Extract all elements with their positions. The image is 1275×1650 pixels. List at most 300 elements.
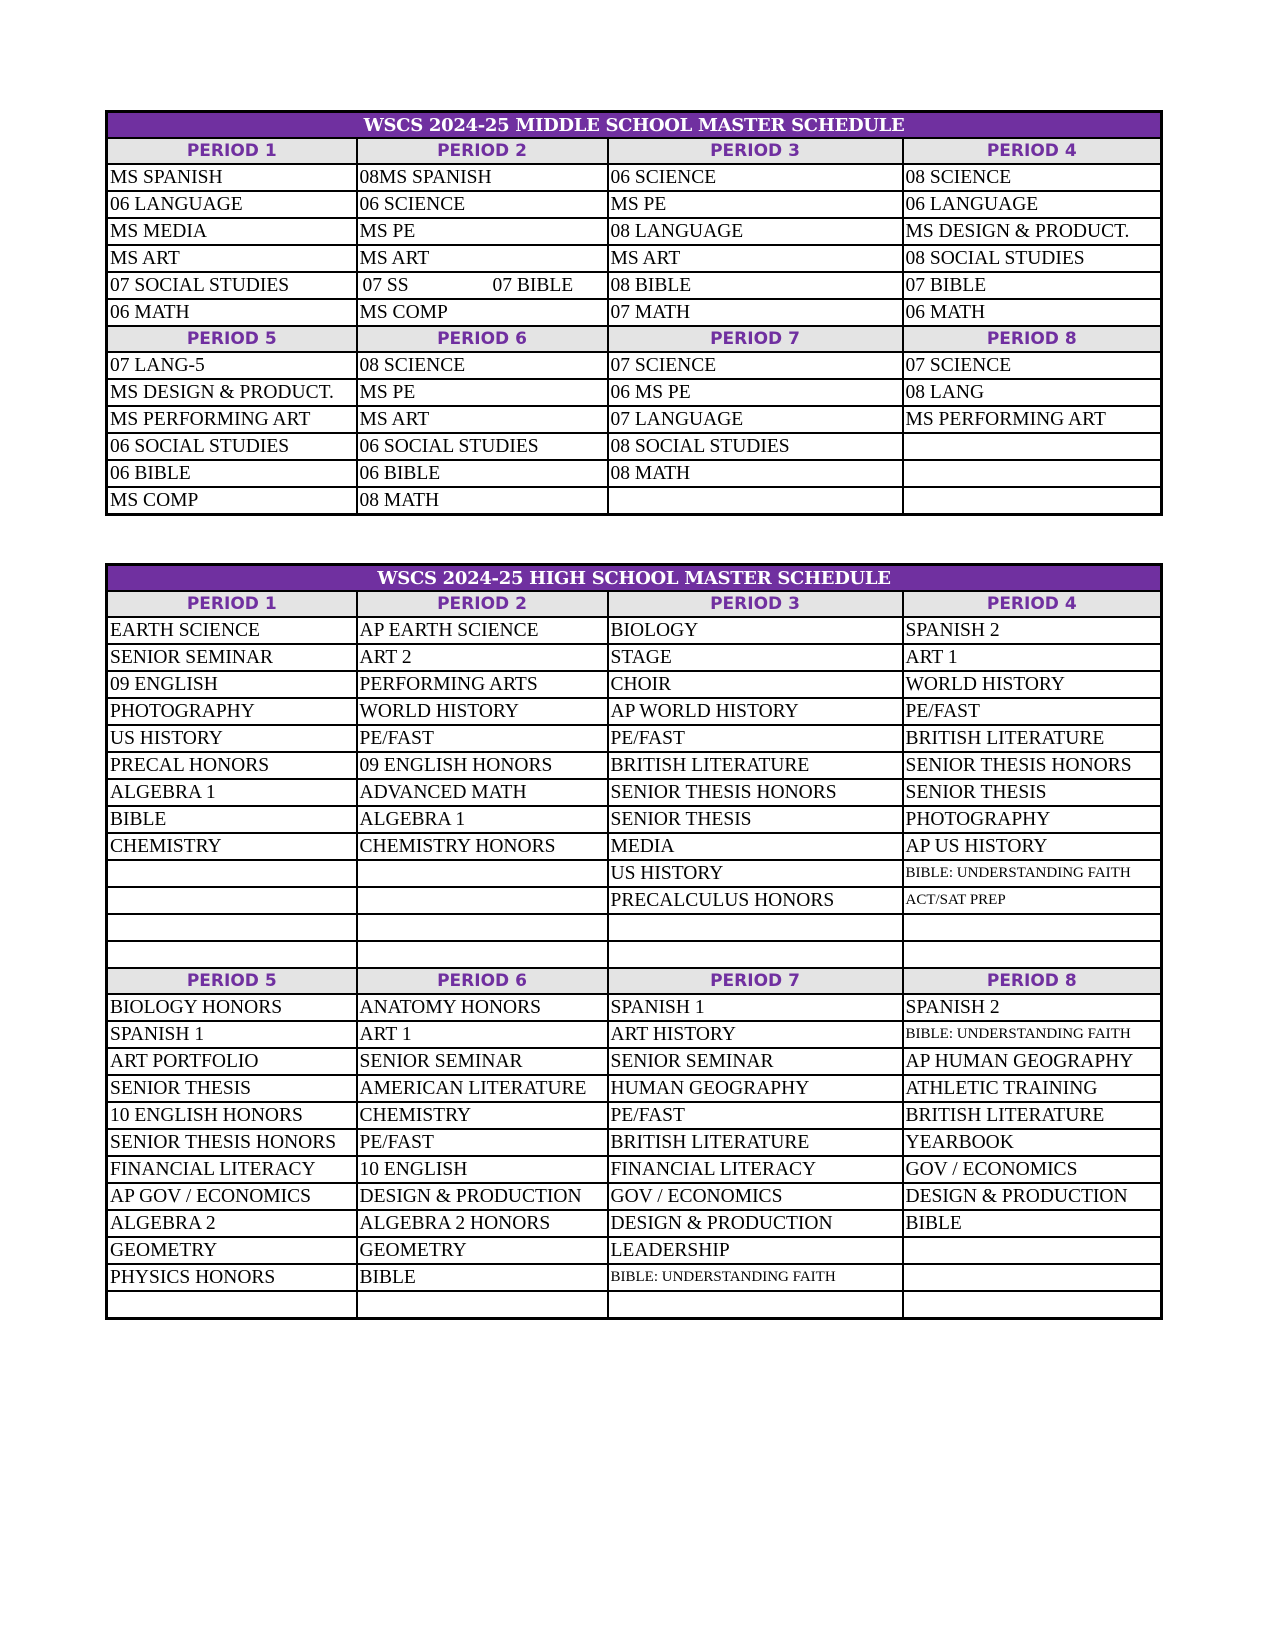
course-name: 07 LANGUAGE [610, 409, 744, 430]
course-cell [903, 1264, 1162, 1291]
course-cell [608, 887, 903, 914]
course-cell [357, 806, 608, 833]
course-cell [107, 914, 357, 941]
course-cell [903, 1048, 1162, 1075]
course-cell [903, 299, 1162, 326]
course-cell [357, 752, 608, 779]
course-name: 06 MATH [905, 302, 986, 323]
course-cell [107, 1264, 357, 1291]
course-name: SPANISH 2 [905, 620, 1000, 641]
course-name: 07 LANG-5 [110, 355, 205, 376]
period-header: PERIOD 6 [357, 326, 608, 352]
course-cell [107, 617, 357, 644]
course-cell [107, 406, 357, 433]
course-name: BIBLE: UNDERSTANDING FAITH [905, 1026, 1131, 1042]
table-row [107, 1183, 1162, 1210]
course-cell [357, 245, 608, 272]
course-cell [107, 725, 357, 752]
table-row [107, 299, 1162, 326]
table-row [107, 1129, 1162, 1156]
table-row [107, 487, 1162, 515]
course-name: ALGEBRA 2 [110, 1213, 216, 1234]
course-cell [608, 487, 903, 515]
course-cell [608, 272, 903, 299]
course-cell [357, 779, 608, 806]
course-cell [608, 806, 903, 833]
course-name: CHEMISTRY [359, 1105, 472, 1126]
course-cell [608, 752, 903, 779]
course-cell [357, 1129, 608, 1156]
course-cell [903, 487, 1162, 515]
table-row [107, 833, 1162, 860]
course-cell [608, 1291, 903, 1319]
course-name: ATHLETIC TRAINING [905, 1078, 1098, 1099]
course-cell [357, 1291, 608, 1319]
period-header: PERIOD 8 [903, 326, 1162, 352]
course-cell [107, 487, 357, 515]
course-name: ART PORTFOLIO [110, 1051, 259, 1072]
course-name: BIBLE [905, 1213, 962, 1234]
course-cell [608, 164, 903, 191]
course-name: GEOMETRY [359, 1240, 467, 1261]
course-name: PRECALCULUS HONORS [610, 890, 835, 911]
course-name: AP EARTH SCIENCE [359, 620, 539, 641]
course-cell [107, 941, 357, 968]
course-name: 10 ENGLISH [359, 1159, 468, 1180]
course-cell [357, 941, 608, 968]
course-cell [608, 1075, 903, 1102]
period-header: PERIOD 4 [903, 591, 1162, 617]
course-cell [107, 779, 357, 806]
table-row [107, 779, 1162, 806]
course-name: MEDIA [610, 836, 675, 857]
table-row [107, 191, 1162, 218]
course-cell [357, 299, 608, 326]
course-cell [903, 1129, 1162, 1156]
course-cell [107, 698, 357, 725]
course-cell [903, 994, 1162, 1021]
course-cell [107, 671, 357, 698]
course-cell [357, 725, 608, 752]
course-name: 06 SOCIAL STUDIES [110, 436, 290, 457]
course-cell [608, 860, 903, 887]
course-cell [608, 994, 903, 1021]
table-row [107, 1075, 1162, 1102]
course-cell [357, 433, 608, 460]
course-cell [903, 779, 1162, 806]
table-row [107, 994, 1162, 1021]
course-name: 07 SOCIAL STUDIES [110, 275, 290, 296]
course-cell [107, 299, 357, 326]
course-name: MS PE [359, 382, 416, 403]
course-name: MS ART [610, 248, 681, 269]
course-name: SENIOR SEMINAR [359, 1051, 523, 1072]
course-cell [107, 379, 357, 406]
course-cell [357, 1237, 608, 1264]
course-cell [903, 379, 1162, 406]
course-name: MS COMP [110, 490, 199, 511]
course-name: 07 SCIENCE [905, 355, 1012, 376]
course-name: FINANCIAL LITERACY [610, 1159, 817, 1180]
course-cell [608, 698, 903, 725]
course-cell [357, 1156, 608, 1183]
course-cell [608, 218, 903, 245]
course-name: PHOTOGRAPHY [110, 701, 255, 722]
course-cell [903, 698, 1162, 725]
course-name: BIBLE [110, 809, 167, 830]
course-name: PE/FAST [359, 728, 434, 749]
course-name: SENIOR SEMINAR [110, 647, 274, 668]
course-cell [608, 433, 903, 460]
course-name: 06 SCIENCE [610, 167, 717, 188]
middle-school-schedule-table [105, 110, 1163, 516]
course-cell [357, 698, 608, 725]
course-cell [107, 644, 357, 671]
course-cell [903, 671, 1162, 698]
course-cell [608, 1183, 903, 1210]
course-cell [903, 245, 1162, 272]
table-row [107, 725, 1162, 752]
course-name: CHEMISTRY HONORS [359, 836, 556, 857]
course-name: AP WORLD HISTORY [610, 701, 799, 722]
table-row [107, 1210, 1162, 1237]
course-cell [357, 1075, 608, 1102]
course-name: LEADERSHIP [610, 1240, 730, 1261]
course-name: BIBLE: UNDERSTANDING FAITH [905, 865, 1131, 881]
course-name: CHEMISTRY [110, 836, 222, 857]
table-row [107, 1102, 1162, 1129]
table-row [107, 1021, 1162, 1048]
course-name: 06 MS PE [610, 382, 691, 403]
period-header: PERIOD 6 [357, 968, 608, 994]
course-name: SENIOR THESIS [610, 809, 752, 830]
course-cell [903, 860, 1162, 887]
course-cell [357, 860, 608, 887]
table-row [107, 644, 1162, 671]
course-name: MS MEDIA [110, 221, 207, 242]
course-name: 07 MATH [610, 302, 691, 323]
course-name: BRITISH LITERATURE [610, 1132, 810, 1153]
course-name: CHOIR [610, 674, 672, 695]
course-name: PE/FAST [359, 1132, 434, 1153]
course-cell [107, 994, 357, 1021]
middle-school-title: WSCS 2024-25 MIDDLE SCHOOL MASTER SCHEDULE [107, 112, 1162, 139]
table-row [107, 1264, 1162, 1291]
course-cell [608, 299, 903, 326]
course-name: MS ART [110, 248, 180, 269]
period-header: PERIOD 1 [107, 138, 357, 164]
course-cell [608, 1156, 903, 1183]
period-header-row [107, 591, 1162, 617]
course-cell [903, 941, 1162, 968]
course-name: WORLD HISTORY [359, 701, 519, 722]
course-cell [608, 191, 903, 218]
course-cell [608, 1237, 903, 1264]
course-name: 08MS SPANISH [359, 167, 492, 188]
course-cell [107, 245, 357, 272]
course-name: ACT/SAT PREP [905, 892, 1006, 908]
course-name: BRITISH LITERATURE [905, 728, 1105, 749]
table-row [107, 164, 1162, 191]
course-name: ADVANCED MATH [359, 782, 527, 803]
course-name: MS PERFORMING ART [905, 409, 1106, 430]
course-name: YEARBOOK [905, 1132, 1014, 1153]
course-cell [357, 644, 608, 671]
course-name: FINANCIAL LITERACY [110, 1159, 316, 1180]
course-cell [608, 245, 903, 272]
course-cell [357, 617, 608, 644]
course-cell [107, 352, 357, 379]
course-name: HUMAN GEOGRAPHY [610, 1078, 810, 1099]
course-cell [903, 272, 1162, 299]
course-name: 08 MATH [610, 463, 691, 484]
course-cell [608, 1021, 903, 1048]
course-name: PHOTOGRAPHY [905, 809, 1051, 830]
course-cell [903, 617, 1162, 644]
period-header-row [107, 326, 1162, 352]
course-cell [357, 914, 608, 941]
table-row [107, 1048, 1162, 1075]
course-name: SPANISH 2 [905, 997, 1000, 1018]
table-row [107, 460, 1162, 487]
course-name: ART HISTORY [610, 1024, 736, 1045]
course-name: 06 MATH [110, 302, 190, 323]
course-cell [107, 1156, 357, 1183]
course-name: 09 ENGLISH [110, 674, 218, 695]
course-cell [608, 1102, 903, 1129]
course-cell [357, 671, 608, 698]
course-name: GOV / ECONOMICS [905, 1159, 1078, 1180]
table-row [107, 887, 1162, 914]
table-row [107, 379, 1162, 406]
course-cell [903, 1102, 1162, 1129]
table-row [107, 617, 1162, 644]
table-row [107, 806, 1162, 833]
course-name: MS DESIGN & PRODUCT. [905, 221, 1130, 242]
course-cell [107, 860, 357, 887]
course-name: DESIGN & PRODUCTION [359, 1186, 582, 1207]
table-row [107, 698, 1162, 725]
course-cell [608, 644, 903, 671]
course-cell [608, 914, 903, 941]
course-name: 06 BIBLE [110, 463, 191, 484]
course-name: 06 LANGUAGE [110, 194, 243, 215]
course-name: 06 LANGUAGE [905, 194, 1039, 215]
course-name: BRITISH LITERATURE [905, 1105, 1105, 1126]
course-cell [357, 1210, 608, 1237]
course-cell [357, 460, 608, 487]
course-cell [903, 1210, 1162, 1237]
course-cell [608, 941, 903, 968]
course-cell [608, 406, 903, 433]
course-name: MS SPANISH [110, 167, 223, 188]
period-header-row [107, 968, 1162, 994]
table-row [107, 752, 1162, 779]
course-cell [357, 833, 608, 860]
course-name: SENIOR THESIS [110, 1078, 252, 1099]
course-cell [357, 994, 608, 1021]
course-name: PERFORMING ARTS [359, 674, 538, 695]
high-school-schedule-table [105, 563, 1163, 1320]
course-cell [107, 460, 357, 487]
course-cell [608, 671, 903, 698]
course-cell [357, 1183, 608, 1210]
course-cell [357, 379, 608, 406]
course-cell [903, 887, 1162, 914]
course-name: ALGEBRA 1 [110, 782, 216, 803]
course-cell [107, 833, 357, 860]
table-row [107, 1156, 1162, 1183]
course-name: 07 SCIENCE [610, 355, 717, 376]
course-cell [107, 1210, 357, 1237]
course-cell [608, 1264, 903, 1291]
course-cell [107, 218, 357, 245]
table-row [107, 218, 1162, 245]
course-name: MS ART [359, 409, 430, 430]
course-cell [107, 1021, 357, 1048]
course-name: 07 BIBLE [492, 275, 574, 296]
course-cell [107, 164, 357, 191]
course-name: BIBLE [359, 1267, 416, 1288]
course-name: SPANISH 1 [610, 997, 705, 1018]
period-header: PERIOD 3 [608, 138, 903, 164]
course-cell [357, 191, 608, 218]
course-name: ART 2 [359, 647, 412, 668]
course-name: STAGE [610, 647, 672, 668]
course-cell [357, 887, 608, 914]
course-name: BRITISH LITERATURE [610, 755, 810, 776]
course-name: ALGEBRA 1 [359, 809, 466, 830]
course-cell [107, 1075, 357, 1102]
course-cell [608, 617, 903, 644]
course-name: BIBLE: UNDERSTANDING FAITH [610, 1269, 836, 1285]
table-row [107, 433, 1162, 460]
course-cell [357, 487, 608, 515]
course-cell [903, 752, 1162, 779]
course-cell [357, 1048, 608, 1075]
course-name: PE/FAST [905, 701, 980, 722]
course-name: PRECAL HONORS [110, 755, 270, 776]
course-cell [608, 1048, 903, 1075]
course-name: 08 SOCIAL STUDIES [610, 436, 790, 457]
course-name: 06 SCIENCE [359, 194, 466, 215]
table-row [107, 914, 1162, 941]
course-name: SENIOR THESIS [905, 782, 1047, 803]
course-name: PHYSICS HONORS [110, 1267, 276, 1288]
table-row [107, 245, 1162, 272]
period-header-row [107, 138, 1162, 164]
course-cell [608, 379, 903, 406]
course-cell [357, 218, 608, 245]
course-cell [903, 833, 1162, 860]
course-cell [903, 191, 1162, 218]
course-name: ART 1 [905, 647, 958, 668]
course-name: AMERICAN LITERATURE [359, 1078, 587, 1099]
course-name: MS PERFORMING ART [110, 409, 311, 430]
course-name: ART 1 [359, 1024, 412, 1045]
course-name: AP GOV / ECONOMICS [110, 1186, 311, 1207]
course-cell [107, 272, 357, 299]
course-name: GEOMETRY [110, 1240, 218, 1261]
course-name: SENIOR THESIS HONORS [610, 782, 837, 803]
period-header: PERIOD 5 [107, 968, 357, 994]
period-header: PERIOD 3 [608, 591, 903, 617]
course-name: 08 SOCIAL STUDIES [905, 248, 1085, 269]
period-header: PERIOD 8 [903, 968, 1162, 994]
period-header: PERIOD 5 [107, 326, 357, 352]
table-row [107, 406, 1162, 433]
course-name: 06 BIBLE [359, 463, 441, 484]
period-header: PERIOD 2 [357, 591, 608, 617]
table-row [107, 671, 1162, 698]
course-cell [357, 352, 608, 379]
course-cell [903, 1156, 1162, 1183]
course-cell [357, 164, 608, 191]
course-name: 09 ENGLISH HONORS [359, 755, 553, 776]
course-cell [608, 725, 903, 752]
course-cell [107, 191, 357, 218]
course-name: MS DESIGN & PRODUCT. [110, 382, 334, 403]
table-row [107, 352, 1162, 379]
course-cell [357, 272, 608, 299]
course-name: PE/FAST [610, 1105, 685, 1126]
course-name: BIOLOGY [610, 620, 699, 641]
course-cell [903, 406, 1162, 433]
course-cell [357, 1102, 608, 1129]
course-name: 08 LANGUAGE [610, 221, 744, 242]
course-cell [107, 1102, 357, 1129]
course-cell [107, 887, 357, 914]
course-name: SPANISH 1 [110, 1024, 205, 1045]
course-cell [107, 1048, 357, 1075]
course-cell [903, 1075, 1162, 1102]
course-name: 08 SCIENCE [905, 167, 1012, 188]
period-header: PERIOD 2 [357, 138, 608, 164]
course-name: US HISTORY [110, 728, 223, 749]
course-cell [903, 1291, 1162, 1319]
table-row [107, 1291, 1162, 1319]
course-name: 08 MATH [359, 490, 440, 511]
course-cell [107, 433, 357, 460]
course-cell [107, 752, 357, 779]
high-school-title: WSCS 2024-25 HIGH SCHOOL MASTER SCHEDULE [107, 565, 1162, 592]
course-name: SENIOR SEMINAR [610, 1051, 774, 1072]
course-name: AP US HISTORY [905, 836, 1048, 857]
course-cell [608, 1210, 903, 1237]
course-name: ALGEBRA 2 HONORS [359, 1213, 551, 1234]
course-cell [107, 1291, 357, 1319]
table-row [107, 272, 1162, 299]
course-cell [903, 1237, 1162, 1264]
course-name: EARTH SCIENCE [110, 620, 260, 641]
course-cell [357, 1264, 608, 1291]
table-row [107, 860, 1162, 887]
course-name: AP HUMAN GEOGRAPHY [905, 1051, 1134, 1072]
course-name: 10 ENGLISH HONORS [110, 1105, 303, 1126]
course-name: GOV / ECONOMICS [610, 1186, 783, 1207]
course-cell [903, 164, 1162, 191]
course-name: SENIOR THESIS HONORS [110, 1132, 337, 1153]
course-cell [107, 1129, 357, 1156]
period-header: PERIOD 4 [903, 138, 1162, 164]
course-cell [903, 644, 1162, 671]
period-header: PERIOD 7 [608, 968, 903, 994]
course-name: 07 BIBLE [905, 275, 987, 296]
course-cell [903, 352, 1162, 379]
course-cell [357, 406, 608, 433]
course-name: MS PE [610, 194, 667, 215]
table-row [107, 941, 1162, 968]
